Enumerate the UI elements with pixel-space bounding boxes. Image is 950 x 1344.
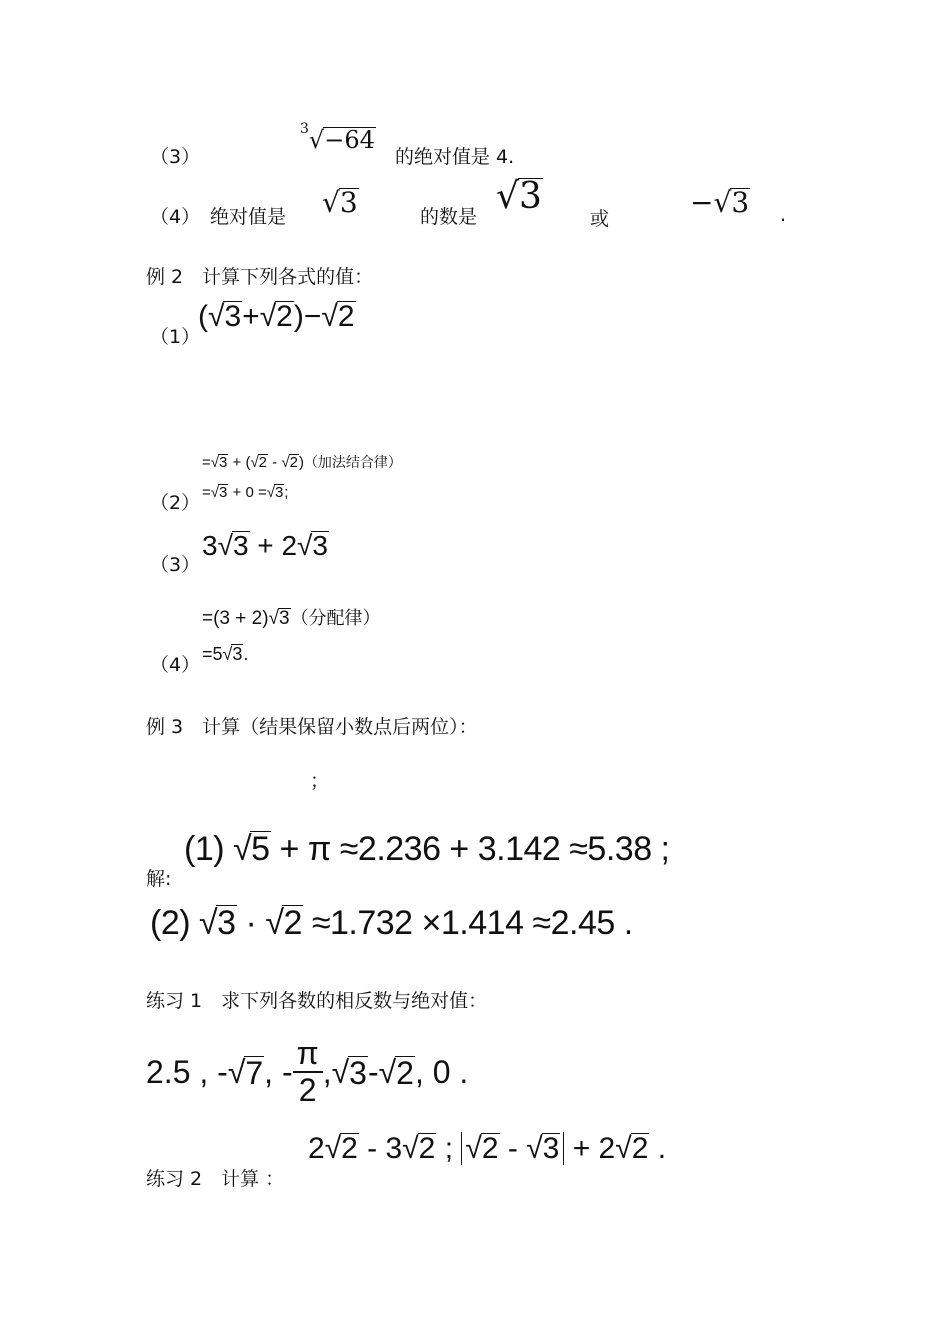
item-4-or: 或 xyxy=(590,208,610,230)
practice-1-title: 练习 1 求下列各数的相反数与绝对值： xyxy=(146,990,488,1012)
ex2-item-3-label: （3） xyxy=(150,554,201,576)
solution-2-expression: (2) √3 · √2 ≈1.732 ×1.414 ≈2.45 . xyxy=(150,904,633,942)
sqrt-radicand: 3 xyxy=(518,176,542,217)
item-3-text: 的绝对值是 4. xyxy=(395,146,515,168)
ex2-item-3-expression: 3√3 + 2√3 xyxy=(202,530,328,561)
step-3-note: （分配律） xyxy=(290,608,381,628)
practice-2-expression: 2√2 - 3√2 ; √2 - √3 + 2√2 . xyxy=(308,1132,667,1165)
neg-sqrt-3: −√3 xyxy=(690,186,750,219)
absolute-value-bars: √2 - √3 xyxy=(461,1132,564,1165)
step-3-expression: =(3 + 2)√3（分配律） xyxy=(202,608,381,629)
ex2-item-1-expression: (√3+√2)−√2 xyxy=(198,300,355,333)
sqrt-3-b: √3 xyxy=(496,176,542,217)
example-2-title: 例 2 计算下列各式的值： xyxy=(146,266,374,288)
step-1-note: （加法结合律） xyxy=(303,454,402,470)
sqrt-radicand: 3 xyxy=(731,186,750,219)
example-3-title: 例 3 计算（结果保留小数点后两位）： xyxy=(146,716,478,738)
example-3-semicolon: ； xyxy=(310,770,330,792)
step-2-expression: =√3 + 0 =√3; xyxy=(202,484,289,501)
item-3-label: （3） xyxy=(150,146,201,168)
minus-sign: − xyxy=(690,186,714,219)
root-radicand: −64 xyxy=(324,126,375,154)
practice-1-expression: 2.5 , - √ 7 , - $\frac{\pi}{2}$ , √ 3 - √ 2 , 0 . xyxy=(146,1034,469,1108)
pi-over-2-fraction: $\frac{\pi}{2}$ xyxy=(293,1036,323,1108)
root-index: 3 xyxy=(300,121,309,137)
solution-1-expression: (1) √5 + π ≈2.236 + 3.142 ≈5.38 ; xyxy=(184,830,670,868)
sqrt-3-a: √3 xyxy=(322,186,358,219)
practice-2-title: 练习 2 计算 ： xyxy=(146,1168,285,1190)
step-1-expression: =√3 + (√2 - √2)（加法结合律） xyxy=(202,454,402,471)
step-4-expression: =5√3. xyxy=(202,644,249,664)
cube-root-expression: $^3$√−64 xyxy=(300,121,375,154)
item-4-text-1: 绝对值是 xyxy=(210,206,287,228)
sqrt-radicand: 3 xyxy=(339,186,358,219)
ex2-item-1-label: （1） xyxy=(150,326,201,348)
item-4-text-2: 的数是 xyxy=(420,206,478,228)
item-4-label: （4） xyxy=(150,206,201,228)
solution-label: 解: xyxy=(146,868,172,890)
item-4-end: . xyxy=(780,204,787,226)
ex2-item-4-label: （4） xyxy=(150,654,201,676)
ex2-item-2-label: （2） xyxy=(150,492,201,514)
